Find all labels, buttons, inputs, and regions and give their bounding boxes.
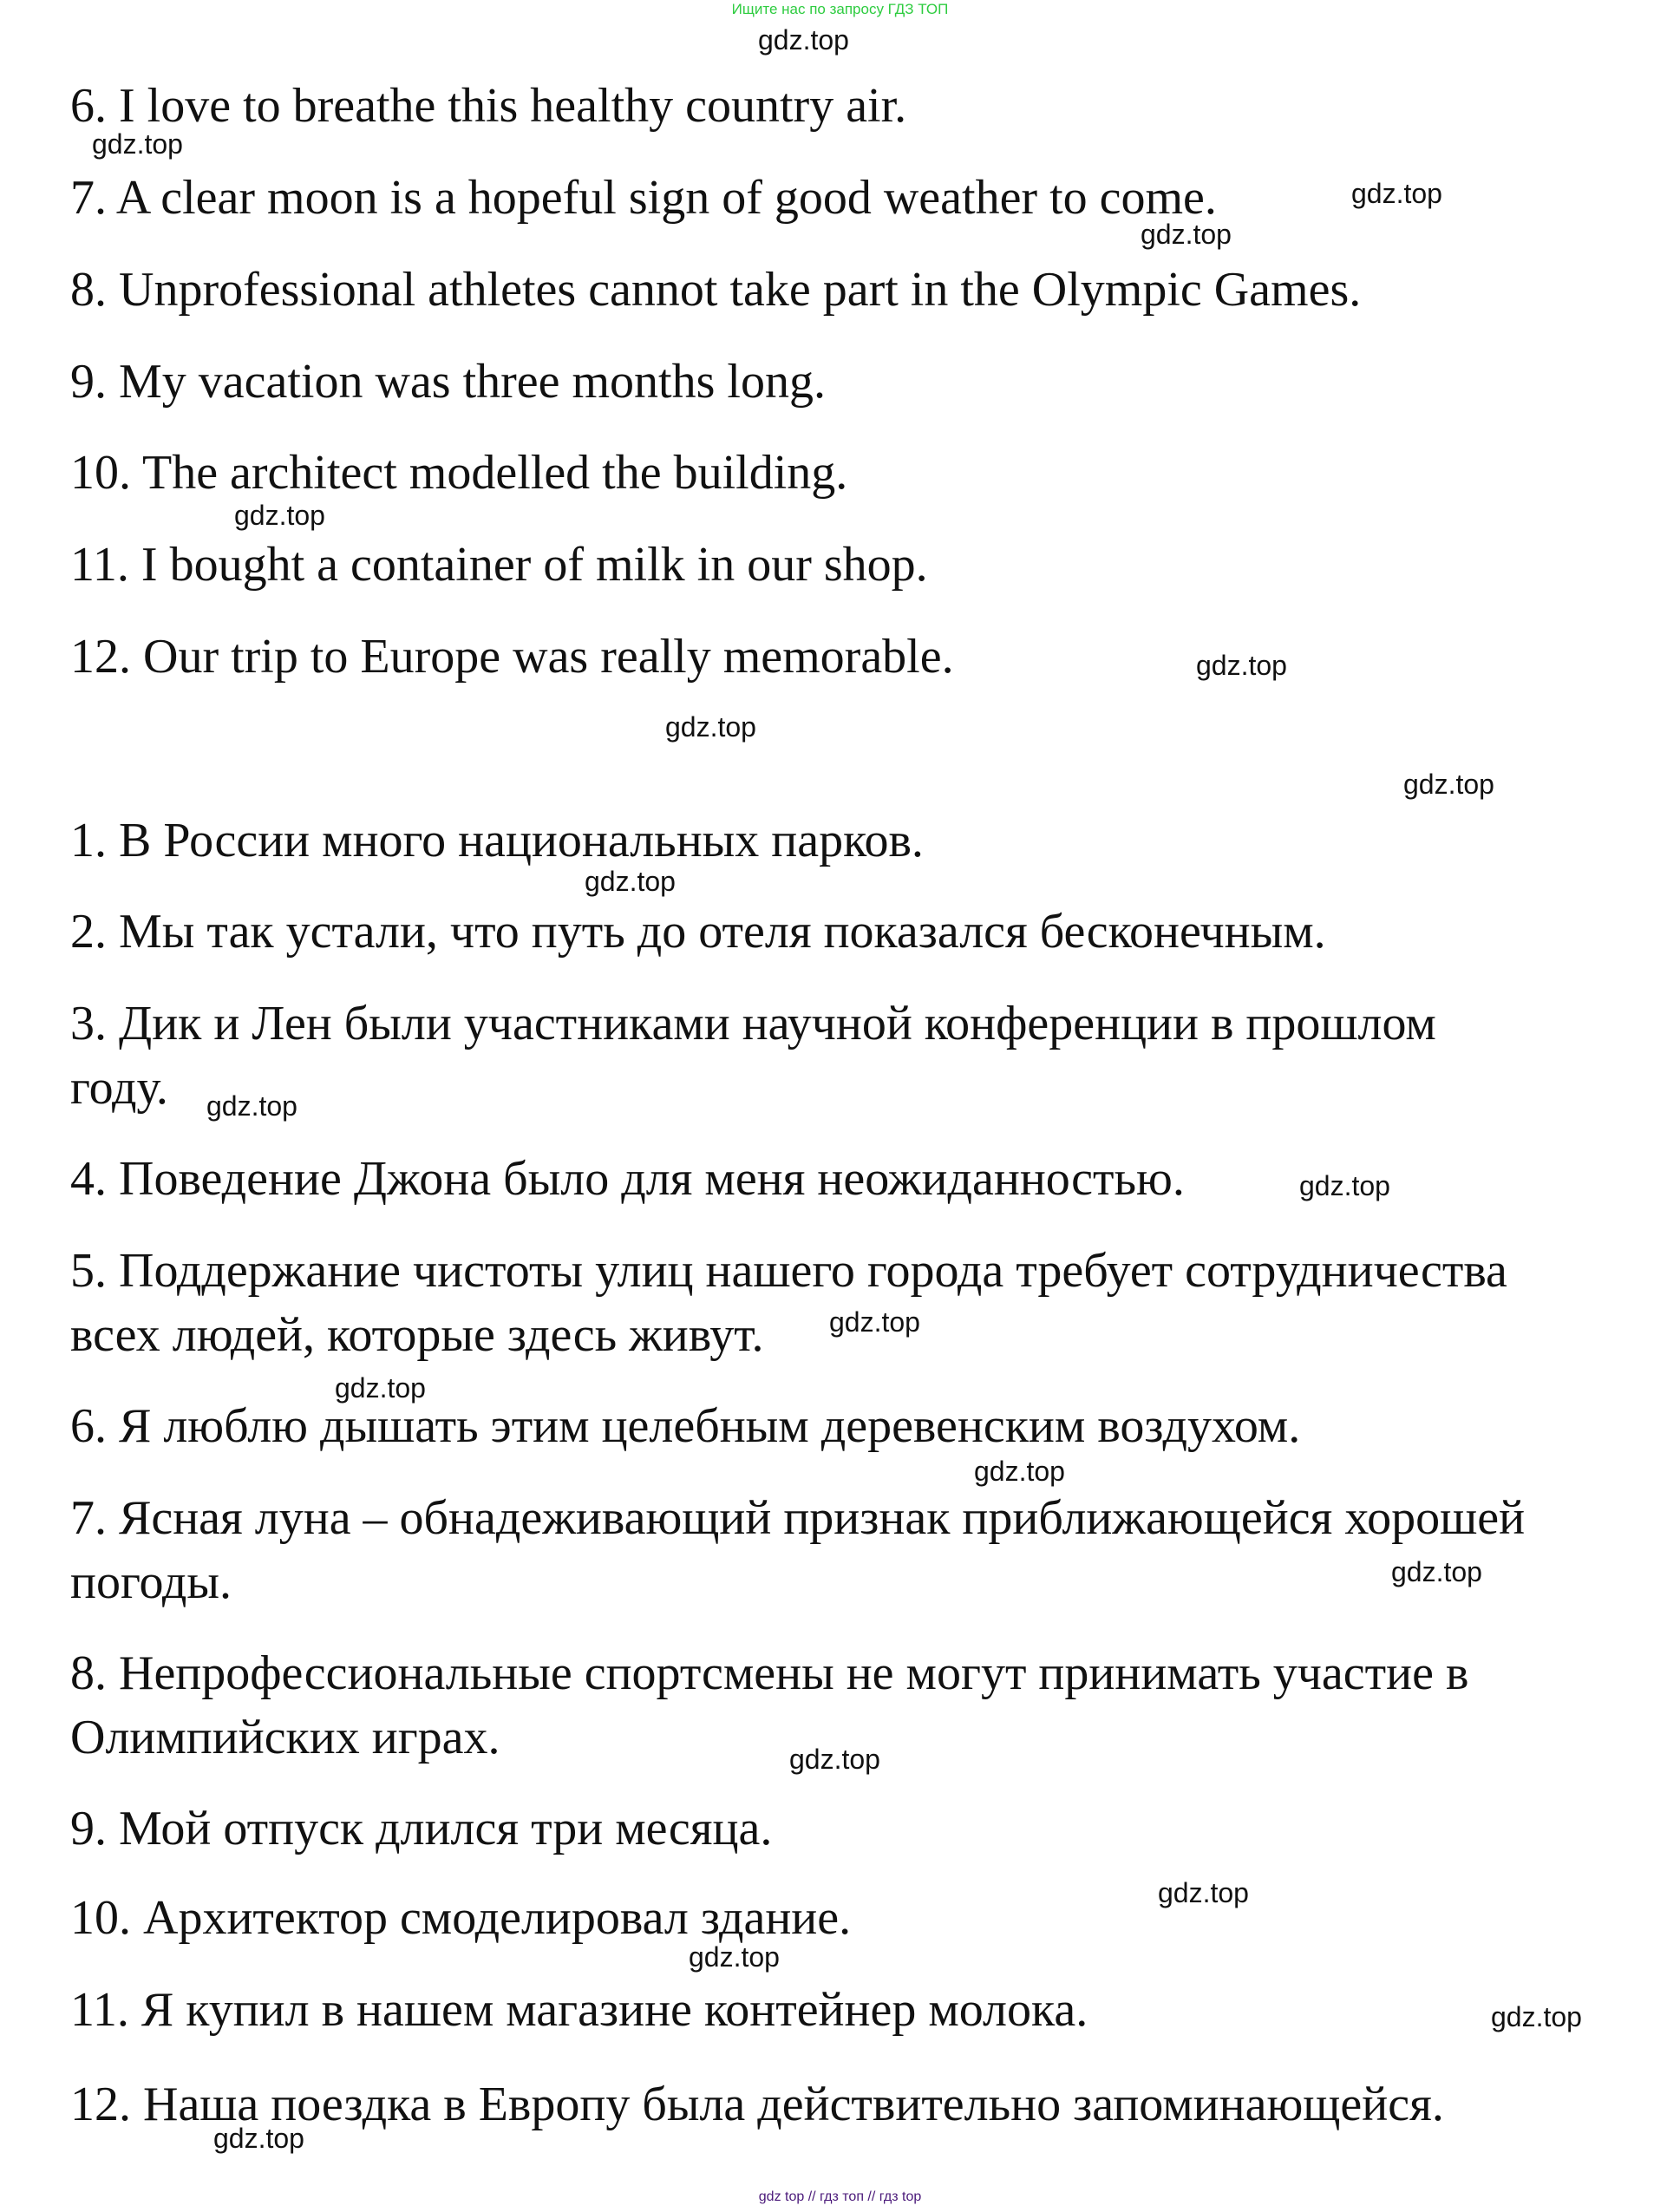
sentence-line: 11. I bought a container of milk in our shop. (70, 538, 928, 592)
sentence-line: Олимпийских играх. (70, 1711, 500, 1764)
sentence-line: 7. Ясная луна – обнадеживающий признак приближающейся хорошей (70, 1491, 1526, 1545)
gdz-watermark: gdz.top (585, 866, 676, 897)
sentence-line: году. (70, 1061, 168, 1115)
gdz-watermark: gdz.top (665, 711, 756, 743)
russian-sentence-9 (70, 1796, 772, 1861)
english-sentence-4 (70, 350, 826, 414)
gdz-watermark: gdz.top (234, 500, 325, 531)
sentence-line: 5. Поддержание чистоты улиц нашего города требует сотрудничества (70, 1244, 1507, 1298)
sentence-line: 4. Поведение Джона было для меня неожиданностью. (70, 1152, 1185, 1206)
promo-header: Ищите нас по запросу ГДЗ ТОП (731, 1, 949, 17)
gdz-watermark: gdz.top (689, 1941, 780, 1973)
gdz-watermark: gdz.top (206, 1090, 297, 1122)
english-sentence-6 (70, 533, 928, 597)
gdz-watermark: gdz.top (92, 128, 183, 160)
english-sentence-1 (70, 74, 906, 138)
english-sentence-5 (70, 441, 847, 505)
sentence-line: 6. I love to breathe this healthy country air. (70, 79, 907, 133)
russian-sentence-10 (70, 1886, 851, 1950)
sentence-line: 3. Дик и Лен были участниками научной конференции в прошлом (70, 997, 1436, 1050)
sentence-line: 9. My vacation was three months long. (70, 355, 826, 409)
sentence-line: 12. Our trip to Europe was really memorable. (70, 630, 954, 684)
sentence-line: всех людей, которые здесь живут. (70, 1308, 764, 1362)
sentence-line: 10. The architect modelled the building. (70, 446, 848, 500)
gdz-watermark: gdz.top (1391, 1556, 1482, 1587)
sentence-line: 8. Непрофессиональные спортсмены не могут принимать участие в (70, 1646, 1469, 1700)
sentence-line: 7. A clear moon is a hopeful sign of good weather to come. (70, 171, 1217, 225)
gdz-watermark: gdz.top (1158, 1877, 1249, 1908)
gdz-watermark: gdz.top (1141, 219, 1232, 250)
english-sentence-2 (70, 166, 1217, 230)
sentence-line: 12. Наша поездка в Европу была действительно запоминающейся. (70, 2078, 1444, 2131)
english-sentence-7 (70, 625, 954, 689)
sentence-line: 1. В России много национальных парков. (70, 814, 924, 867)
footer-watermark: gdz top // гдз топ // гдз top (758, 2189, 922, 2204)
gdz-watermark: gdz.top (1403, 769, 1494, 800)
gdz-watermark: gdz.top (1196, 650, 1287, 681)
sentence-line: 11. Я купил в нашем магазине контейнер молока. (70, 1983, 1088, 2037)
english-sentence-3 (70, 258, 1361, 322)
sentence-line: 6. Я люблю дышать этим целебным деревенским воздухом. (70, 1399, 1301, 1453)
gdz-watermark: gdz.top (1491, 2001, 1582, 2032)
russian-sentence-4 (70, 1147, 1185, 1211)
gdz-watermark: gdz.top (1351, 178, 1442, 209)
gdz-watermark: gdz.top (213, 2123, 304, 2154)
russian-sentence-8 (70, 1641, 1468, 1770)
sentence-line: 10. Архитектор смоделировал здание. (70, 1891, 852, 1945)
gdz-watermark: gdz.top (1299, 1170, 1390, 1201)
gdz-watermark: gdz.top (758, 24, 849, 56)
sentence-line: 9. Мой отпуск длился три месяца. (70, 1802, 773, 1855)
sentence-line: погоды. (70, 1555, 232, 1609)
russian-sentence-1 (70, 808, 924, 873)
russian-sentence-2 (70, 900, 1326, 964)
russian-sentence-6 (70, 1394, 1300, 1458)
gdz-watermark: gdz.top (829, 1306, 920, 1338)
sentence-line: 2. Мы так устали, что путь до отеля показался бесконечным. (70, 905, 1326, 959)
russian-sentence-5 (70, 1239, 1507, 1367)
russian-sentence-7 (70, 1486, 1525, 1614)
sentence-line: 8. Unprofessional athletes cannot take part in the Olympic Games. (70, 263, 1362, 317)
gdz-watermark: gdz.top (974, 1456, 1065, 1487)
russian-sentence-11 (70, 1978, 1088, 2042)
gdz-watermark: gdz.top (335, 1372, 426, 1404)
gdz-watermark: gdz.top (789, 1744, 880, 1775)
